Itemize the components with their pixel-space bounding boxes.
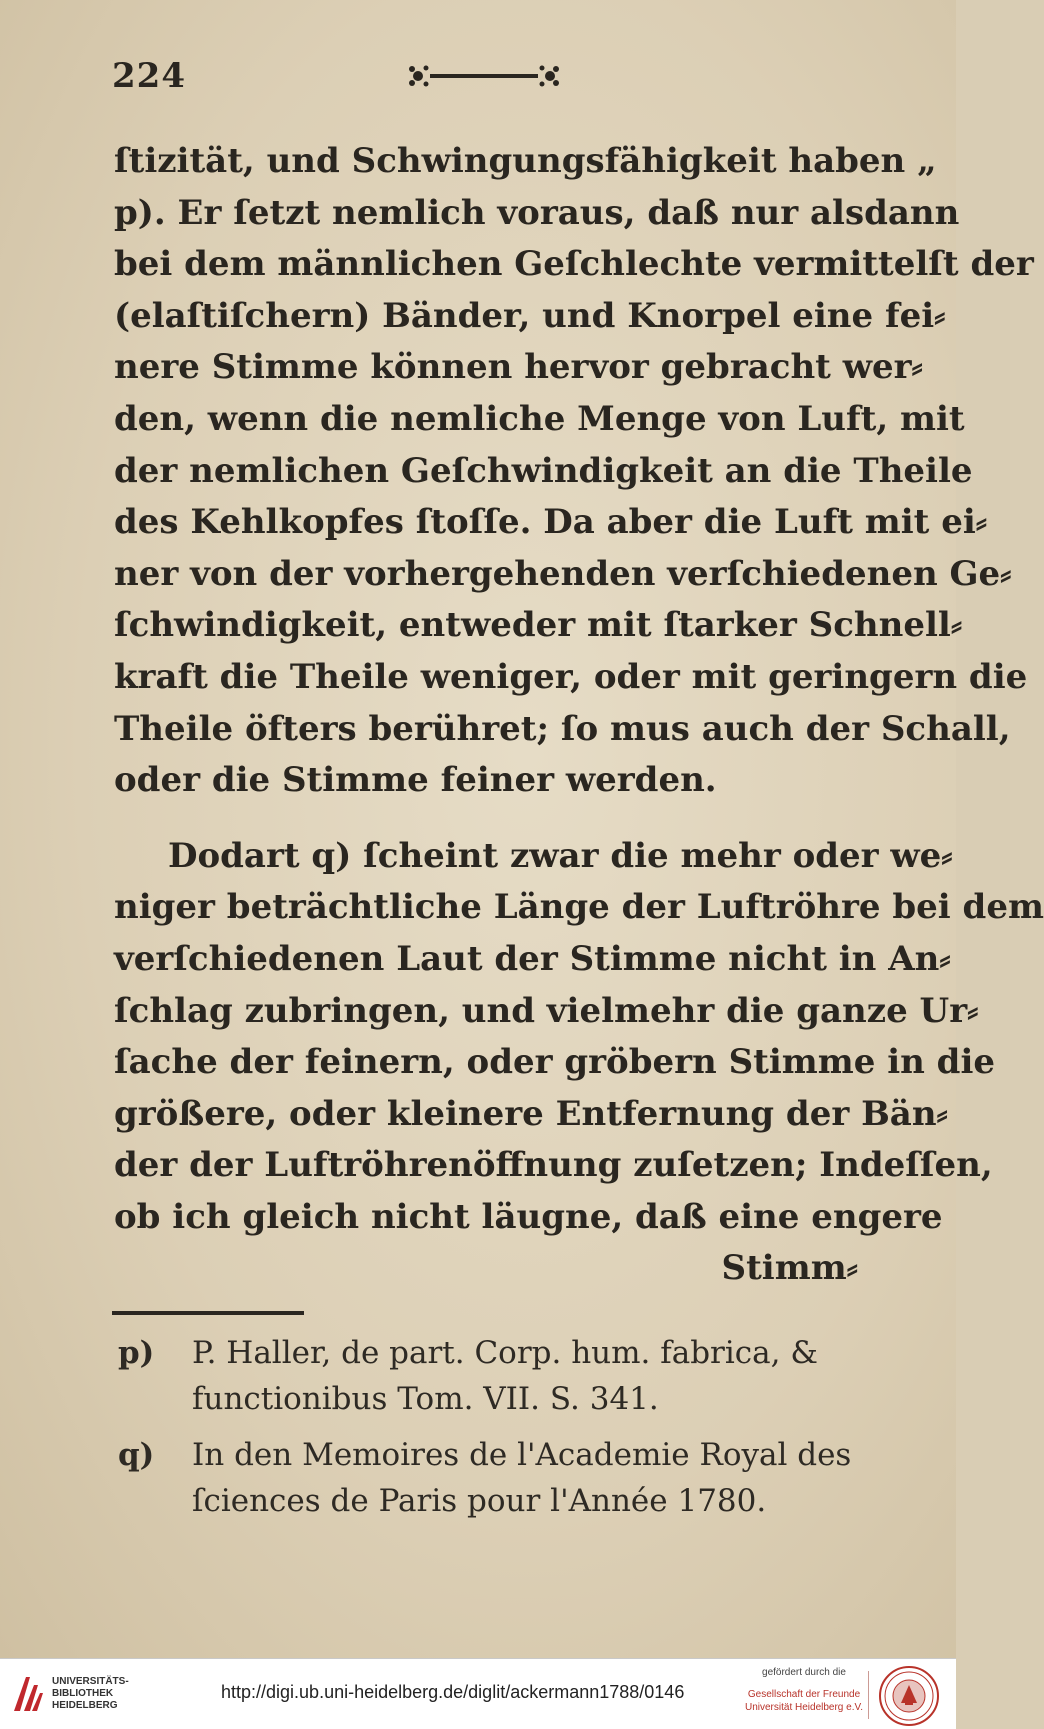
text-line: ob ich gleich nicht läugne, daß eine engere [114,1196,943,1237]
text-line: ſchlag zubringen, und vielmehr die ganze Ur⸗ [114,990,979,1031]
footnote-mark: p) [118,1335,155,1371]
text-line: Theile öfters berühret; ſo mus auch der Schall, [114,708,1011,749]
text-line: den, wenn die nemliche Menge von Luft, mit [114,398,965,439]
text-line: niger beträchtliche Länge der Luftröhre bei dem [114,887,1044,928]
library-name-line: HEIDELBERG [52,1700,118,1711]
footnotes [112,1330,858,1524]
text-line: ſache der feinern, oder gröbern Stimme in die [114,1042,995,1083]
page-number: 224 [112,56,186,96]
sponsor-org-line: Universität Heidelberg e.V. [744,1702,864,1713]
footnote-line: In den Memoires de l'Academie Royal des [192,1437,852,1473]
text-line: p). Er ſetzt nemlich voraus, daß nur alsdann [114,192,960,233]
footer-divider [868,1671,869,1719]
university-library-logo-icon [10,1671,46,1717]
footnote-p [112,1330,858,1422]
footnote-mark: q) [118,1437,155,1473]
footnote-line: P. Haller, de part. Corp. hum. fabrica, & [192,1335,818,1371]
permalink-url[interactable]: http://digi.ub.uni-heidelberg.de/diglit/ackermann1788/0146 [221,1682,685,1702]
library-name-line: UNIVERSITÄTS- [52,1676,129,1687]
library-name [52,1676,129,1712]
text-line: oder die Stimme feiner werden. [114,760,717,801]
footnote-q [112,1432,858,1524]
footnote-line: functionibus Tom. VII. S. 341. [192,1381,659,1417]
viewer-footer [0,1658,956,1729]
text-line: größere, oder kleinere Entfernung der Bän⸗ [114,1093,948,1134]
sponsor-org-line: Gesellschaft der Freunde [747,1689,861,1700]
text-line: ſtizität, und Schwingungsfähigkeit haben „ [114,141,937,181]
text-line: ſchwindigkeit, entweder mit ſtarker Schnell⸗ [114,605,963,646]
university-seal-icon [878,1665,940,1727]
library-name-line: BIBLIOTHEK [52,1688,114,1699]
catchword: Stimm⸗ [721,1248,858,1289]
text-line: nere Stimme können hervor gebracht wer⸗ [114,347,923,388]
main-text [114,136,1044,1295]
ornament-divider-icon [404,56,564,96]
text-line: bei dem männlichen Geſchlechte vermittelſt der [114,244,1034,285]
text-line: ner von der vorhergehenden verſchiedenen Ge⸗ [114,553,1012,594]
text-line: Dodart q) ſcheint zwar die mehr oder we⸗ [168,835,953,876]
text-line: der der Luftröhrenöffnung zuſetzen; Indeſſen, [114,1145,993,1186]
text-line: verſchiedenen Laut der Stimme nicht in An⸗ [114,938,951,979]
text-line: (elaſtiſchern) Bänder, und Knorpel eine fei⸗ [114,295,946,336]
sponsor-label: gefördert durch die [762,1667,846,1678]
text-line: des Kehlkopfes ſtoſſe. Da aber die Luft mit ei⸗ [114,502,988,543]
sponsor-block [744,1666,864,1714]
footnote-line: ſciences de Paris pour l'Année 1780. [192,1483,767,1519]
text-line: der nemlichen Geſchwindigkeit an die Theile [114,450,973,491]
footnote-rule [112,1311,304,1315]
text-line: kraft die Theile weniger, oder mit geringern die [114,656,1028,697]
